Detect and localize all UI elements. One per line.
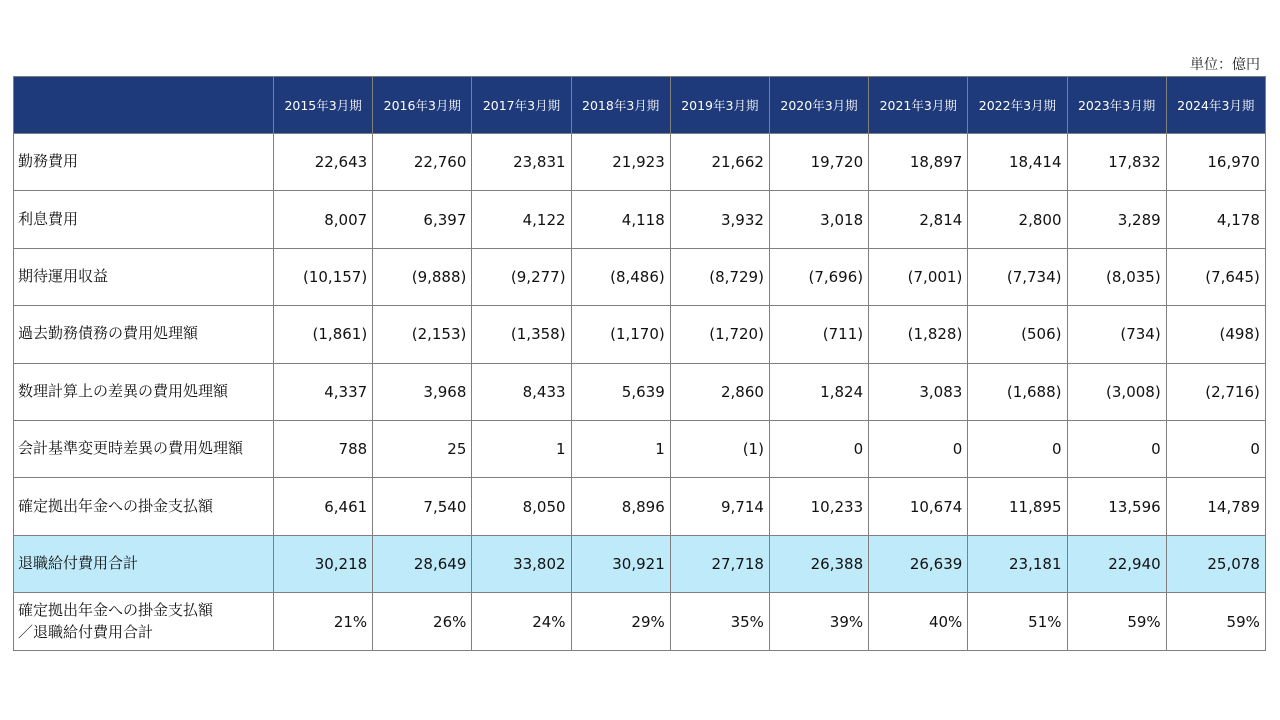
value-cell: 0 — [1166, 420, 1265, 477]
value-cell: 26,639 — [869, 535, 968, 592]
value-cell: 21% — [274, 593, 373, 651]
value-cell: (7,001) — [869, 248, 968, 305]
value-cell: 17,832 — [1067, 134, 1166, 191]
value-cell: 3,289 — [1067, 191, 1166, 248]
value-cell: 59% — [1067, 593, 1166, 651]
value-cell: 35% — [670, 593, 769, 651]
value-cell: 33,802 — [472, 535, 571, 592]
value-cell: 5,639 — [571, 363, 670, 420]
value-cell: 4,122 — [472, 191, 571, 248]
value-cell: 23,181 — [968, 535, 1067, 592]
retirement-benefit-cost-table — [13, 76, 1266, 651]
table-row — [14, 248, 1266, 305]
value-cell: (498) — [1166, 306, 1265, 363]
value-cell: (1,358) — [472, 306, 571, 363]
value-cell: 8,050 — [472, 478, 571, 535]
value-cell: 2,814 — [869, 191, 968, 248]
value-cell: 25,078 — [1166, 535, 1265, 592]
value-cell: 29% — [571, 593, 670, 651]
value-cell: 8,433 — [472, 363, 571, 420]
header-corner-cell — [14, 77, 274, 134]
value-cell: 21,923 — [571, 134, 670, 191]
value-cell: 30,218 — [274, 535, 373, 592]
value-cell: (9,277) — [472, 248, 571, 305]
value-cell: (8,729) — [670, 248, 769, 305]
value-cell: 1 — [472, 420, 571, 477]
table-row — [14, 134, 1266, 191]
value-cell: 24% — [472, 593, 571, 651]
table-row — [14, 535, 1266, 592]
value-cell: 0 — [869, 420, 968, 477]
unit-label: 単位：億円 — [1190, 57, 1260, 73]
value-cell: (1) — [670, 420, 769, 477]
value-cell: 3,018 — [769, 191, 868, 248]
row-label: 過去勤務債務の費用処理額 — [14, 306, 274, 363]
table-row — [14, 478, 1266, 535]
value-cell: 1 — [571, 420, 670, 477]
value-cell: 3,932 — [670, 191, 769, 248]
value-cell: 4,178 — [1166, 191, 1265, 248]
header-row — [14, 77, 1266, 134]
row-label — [14, 593, 274, 651]
row-label: 期待運用収益 — [14, 248, 274, 305]
value-cell: (1,720) — [670, 306, 769, 363]
column-header: 2020年3月期 — [769, 77, 868, 134]
row-label: 退職給付費用合計 — [14, 535, 274, 592]
value-cell: (8,035) — [1067, 248, 1166, 305]
value-cell: 13,596 — [1067, 478, 1166, 535]
value-cell: 8,896 — [571, 478, 670, 535]
row-label: 利息費用 — [14, 191, 274, 248]
value-cell: (7,734) — [968, 248, 1067, 305]
value-cell: (2,153) — [373, 306, 472, 363]
value-cell: 21,662 — [670, 134, 769, 191]
table-row — [14, 306, 1266, 363]
column-header: 2016年3月期 — [373, 77, 472, 134]
value-cell: (9,888) — [373, 248, 472, 305]
value-cell: (10,157) — [274, 248, 373, 305]
value-cell: 6,397 — [373, 191, 472, 248]
value-cell: 0 — [1067, 420, 1166, 477]
value-cell: 10,674 — [869, 478, 968, 535]
value-cell: 0 — [968, 420, 1067, 477]
table-row — [14, 363, 1266, 420]
value-cell: 4,118 — [571, 191, 670, 248]
column-header: 2015年3月期 — [274, 77, 373, 134]
value-cell: 11,895 — [968, 478, 1067, 535]
value-cell: 22,643 — [274, 134, 373, 191]
column-header: 2019年3月期 — [670, 77, 769, 134]
table-row — [14, 593, 1266, 651]
value-cell: (7,645) — [1166, 248, 1265, 305]
value-cell: 26,388 — [769, 535, 868, 592]
row-label: 会計基準変更時差異の費用処理額 — [14, 420, 274, 477]
column-header: 2022年3月期 — [968, 77, 1067, 134]
value-cell: 7,540 — [373, 478, 472, 535]
value-cell: 2,860 — [670, 363, 769, 420]
value-cell: (1,170) — [571, 306, 670, 363]
value-cell: (1,861) — [274, 306, 373, 363]
value-cell: 39% — [769, 593, 868, 651]
row-label: 勤務費用 — [14, 134, 274, 191]
value-cell: 19,720 — [769, 134, 868, 191]
value-cell: 10,233 — [769, 478, 868, 535]
value-cell: 3,083 — [869, 363, 968, 420]
value-cell: 3,968 — [373, 363, 472, 420]
row-label: 確定拠出年金への掛金支払額 — [14, 478, 274, 535]
value-cell: (7,696) — [769, 248, 868, 305]
value-cell: 22,940 — [1067, 535, 1166, 592]
value-cell: 26% — [373, 593, 472, 651]
value-cell: (8,486) — [571, 248, 670, 305]
column-header: 2018年3月期 — [571, 77, 670, 134]
column-header: 2021年3月期 — [869, 77, 968, 134]
value-cell: 788 — [274, 420, 373, 477]
value-cell: 23,831 — [472, 134, 571, 191]
value-cell: (711) — [769, 306, 868, 363]
value-cell: 8,007 — [274, 191, 373, 248]
value-cell: 51% — [968, 593, 1067, 651]
value-cell: (2,716) — [1166, 363, 1265, 420]
value-cell: 0 — [769, 420, 868, 477]
column-header: 2017年3月期 — [472, 77, 571, 134]
value-cell: (1,688) — [968, 363, 1067, 420]
value-cell: (734) — [1067, 306, 1166, 363]
row-label-line: 確定拠出年金への掛金支払額 — [18, 600, 214, 619]
table-row — [14, 420, 1266, 477]
value-cell: (1,828) — [869, 306, 968, 363]
value-cell: 9,714 — [670, 478, 769, 535]
value-cell: 28,649 — [373, 535, 472, 592]
value-cell: 27,718 — [670, 535, 769, 592]
value-cell: (3,008) — [1067, 363, 1166, 420]
value-cell: 4,337 — [274, 363, 373, 420]
value-cell: 18,414 — [968, 134, 1067, 191]
value-cell: 16,970 — [1166, 134, 1265, 191]
value-cell: 14,789 — [1166, 478, 1265, 535]
value-cell: 1,824 — [769, 363, 868, 420]
value-cell: 18,897 — [869, 134, 968, 191]
value-cell: 59% — [1166, 593, 1265, 651]
value-cell: (506) — [968, 306, 1067, 363]
value-cell: 6,461 — [274, 478, 373, 535]
value-cell: 22,760 — [373, 134, 472, 191]
row-label-line: ／退職給付費用合計 — [18, 622, 154, 641]
value-cell: 25 — [373, 420, 472, 477]
value-cell: 40% — [869, 593, 968, 651]
value-cell: 2,800 — [968, 191, 1067, 248]
column-header: 2023年3月期 — [1067, 77, 1166, 134]
row-label: 数理計算上の差異の費用処理額 — [14, 363, 274, 420]
column-header: 2024年3月期 — [1166, 77, 1265, 134]
table-row — [14, 191, 1266, 248]
value-cell: 30,921 — [571, 535, 670, 592]
